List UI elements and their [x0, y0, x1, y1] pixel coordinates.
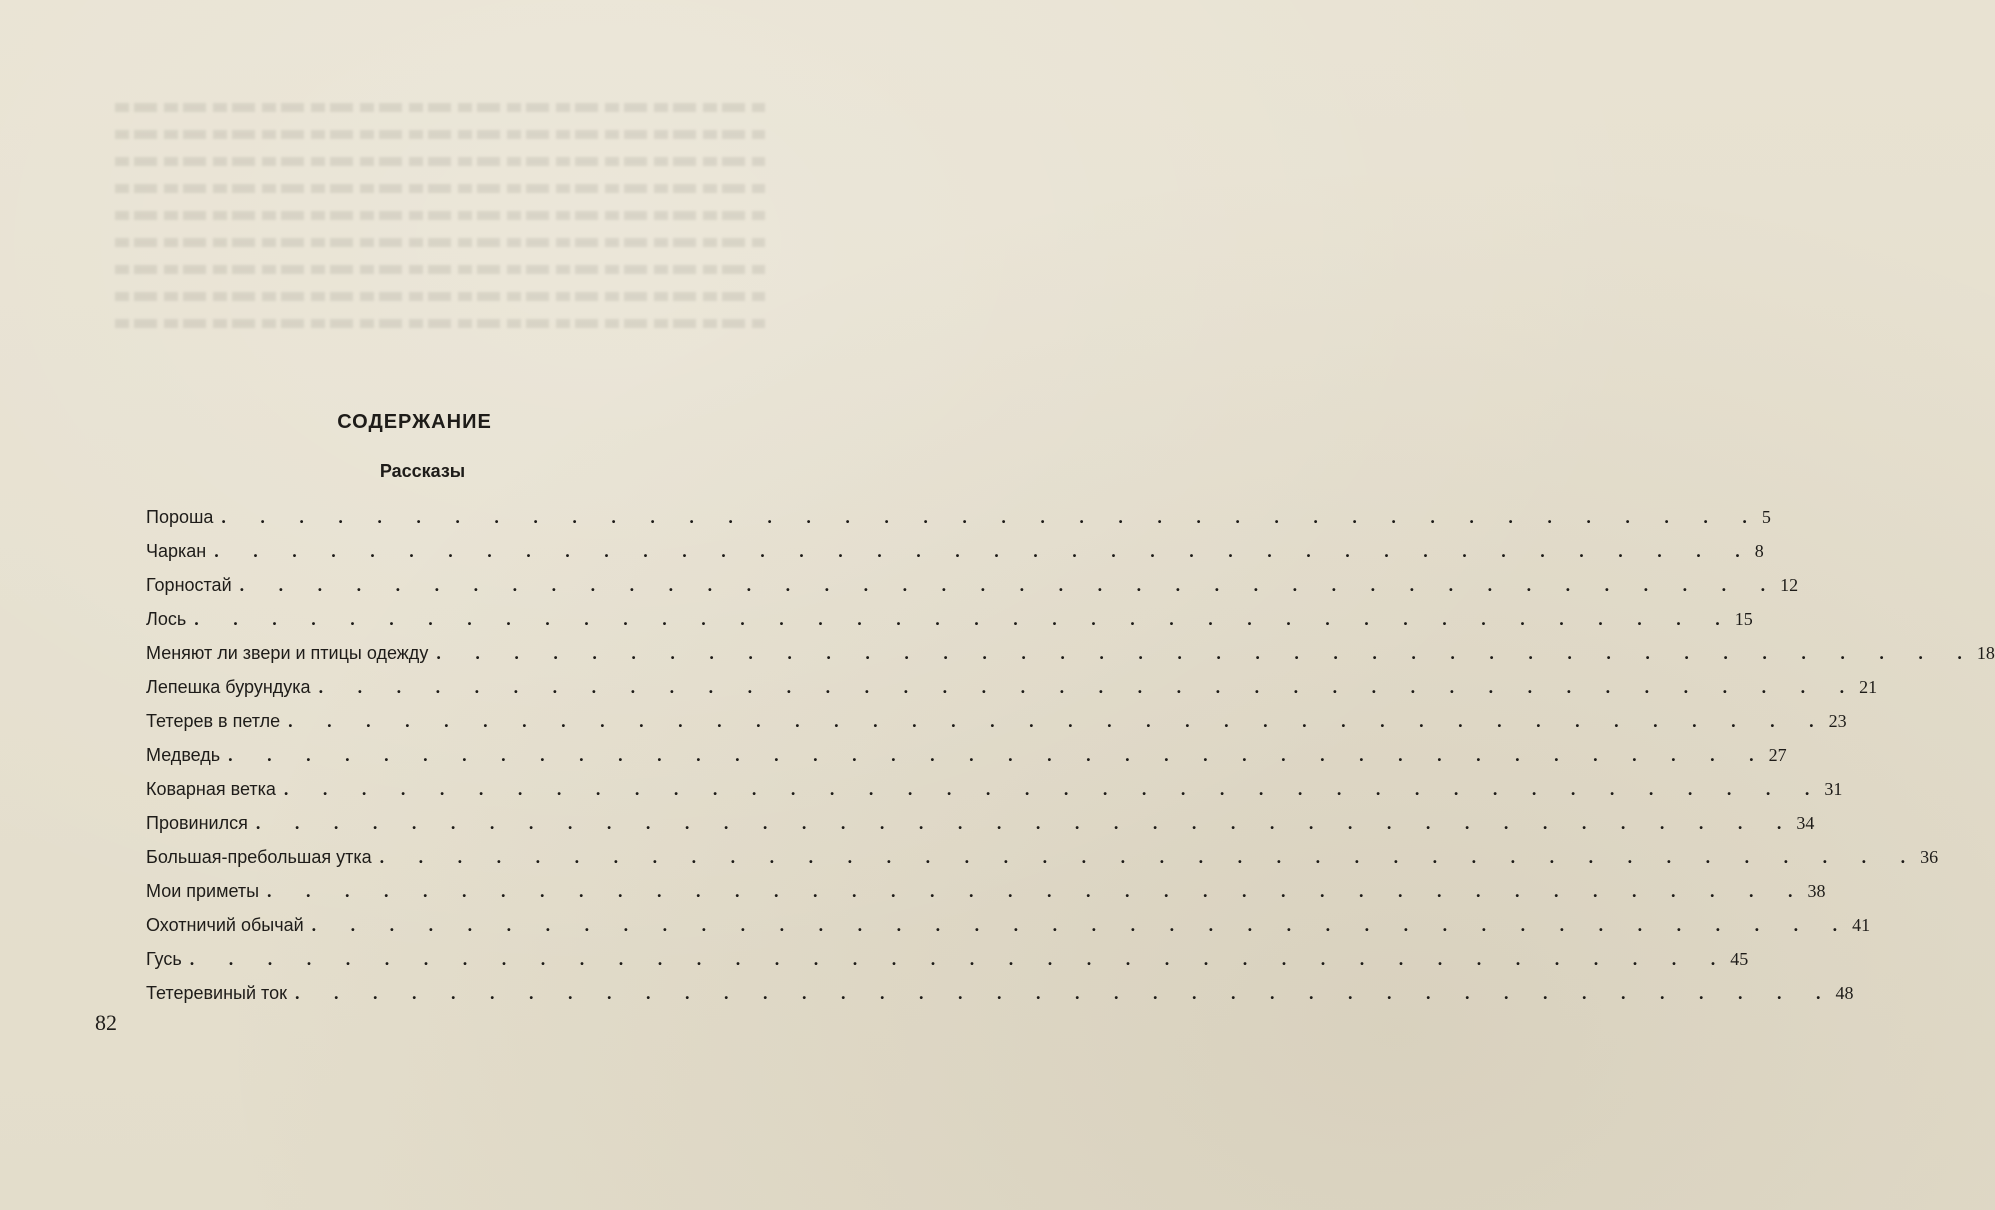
toc-entry-page: 5 — [1761, 507, 1771, 527]
toc-entry-title: Мои приметы — [146, 881, 260, 901]
toc-entry-title: Горностай — [146, 575, 232, 595]
toc-entry-title: Чаркан — [146, 541, 207, 561]
toc-entry-title: Пороша — [146, 507, 214, 527]
toc-entry — [146, 670, 1878, 704]
dot-leader: . . . . . . . . . . . . . . . . . . . . . . . . . . . . . . . . . . . . . . . . — [283, 779, 1825, 799]
toc-entry — [146, 738, 1787, 772]
dot-leader: . . . . . . . . . . . . . . . . . . . . . . . . . . . . . . . . . . . . . . . . — [318, 677, 1860, 697]
toc-entry — [146, 534, 1764, 568]
dot-leader: . . . . . . . . . . . . . . . . . . . . . . . . . . . . . . . . . . . . . . . . — [436, 643, 1977, 663]
dot-leader: . . . . . . . . . . . . . . . . . . . . . . . . . . . . . . . . . . . . . . . . — [189, 949, 1731, 969]
toc-entry-title: Меняют ли звери и птицы одежду — [146, 643, 429, 663]
toc-entry — [146, 908, 1871, 942]
toc-entry-page: 48 — [1835, 983, 1854, 1003]
toc-entry-title: Охотничий обычай — [146, 915, 304, 935]
dot-leader: . . . . . . . . . . . . . . . . . . . . . . . . . . . . . . . . . . . . . . . . — [267, 881, 1808, 901]
toc-entry-title: Провинился — [146, 813, 248, 833]
dot-leader: . . . . . . . . . . . . . . . . . . . . . . . . . . . . . . . . . . . . . . . . — [288, 711, 1829, 731]
toc-entry-page: 27 — [1768, 745, 1787, 765]
toc-entry-page: 45 — [1730, 949, 1749, 969]
toc-entry — [146, 602, 1753, 636]
dot-leader: . . . . . . . . . . . . . . . . . . . . . . . . . . . . . . . . . . . . . . . . — [214, 541, 1755, 561]
toc-entry-title: Тетеревиный ток — [146, 983, 287, 1003]
toc-entry-page: 8 — [1754, 541, 1764, 561]
page-number: 82 — [95, 1010, 117, 1035]
toc-entry — [146, 704, 1847, 738]
dot-leader: . . . . . . . . . . . . . . . . . . . . . . . . . . . . . . . . . . . . . . . . — [294, 983, 1836, 1003]
toc-entry-page: 23 — [1828, 711, 1847, 731]
toc-entry-title: Медведь — [146, 745, 221, 765]
toc-entry-page: 15 — [1734, 609, 1753, 629]
bleed-through-text — [115, 85, 765, 415]
section-title: Рассказы — [379, 461, 466, 481]
toc-entry-page: 21 — [1859, 677, 1878, 697]
toc-entry — [146, 500, 1771, 534]
toc-entry-title: Коварная ветка — [146, 779, 276, 799]
toc-entry-page: 38 — [1807, 881, 1826, 901]
toc-entry — [146, 806, 1815, 840]
toc-entry — [146, 840, 1939, 874]
dot-leader: . . . . . . . . . . . . . . . . . . . . . . . . . . . . . . . . . . . . . . . . — [239, 575, 1781, 595]
toc-entry — [146, 942, 1749, 976]
toc-entry — [146, 976, 1854, 1010]
toc-entry-title: Большая-пребольшая утка — [146, 847, 372, 867]
toc-entry-title: Тетерев в петле — [146, 711, 281, 731]
dot-leader: . . . . . . . . . . . . . . . . . . . . . . . . . . . . . . . . . . . . . . . . — [221, 507, 1762, 527]
dot-leader: . . . . . . . . . . . . . . . . . . . . . . . . . . . . . . . . . . . . . . . . — [379, 847, 1921, 867]
dot-leader: . . . . . . . . . . . . . . . . . . . . . . . . . . . . . . . . . . . . . . . . — [311, 915, 1853, 935]
dot-leader: . . . . . . . . . . . . . . . . . . . . . . . . . . . . . . . . . . . . . . . . — [228, 745, 1769, 765]
toc-entry-page: 41 — [1852, 915, 1871, 935]
toc-entry — [146, 874, 1826, 908]
toc-entry-title: Лепешка бурундука — [146, 677, 311, 697]
toc-entry-page: 34 — [1796, 813, 1815, 833]
toc-entry — [146, 636, 1995, 670]
toc-entry-page: 31 — [1824, 779, 1843, 799]
toc-entry — [146, 568, 1799, 602]
toc-entry-page: 36 — [1920, 847, 1939, 867]
page-title: СОДЕРЖАНИЕ — [337, 411, 492, 433]
toc-entry — [146, 772, 1843, 806]
toc-entry-page: 12 — [1780, 575, 1799, 595]
toc-entry-title: Гусь — [146, 949, 182, 969]
table-of-contents — [146, 500, 1995, 1010]
dot-leader: . . . . . . . . . . . . . . . . . . . . . . . . . . . . . . . . . . . . . . . . — [255, 813, 1797, 833]
toc-entry-page: 18 — [1976, 643, 1995, 663]
dot-leader: . . . . . . . . . . . . . . . . . . . . . . . . . . . . . . . . . . . . . . . . — [194, 609, 1735, 629]
toc-entry-title: Лось — [146, 609, 187, 629]
